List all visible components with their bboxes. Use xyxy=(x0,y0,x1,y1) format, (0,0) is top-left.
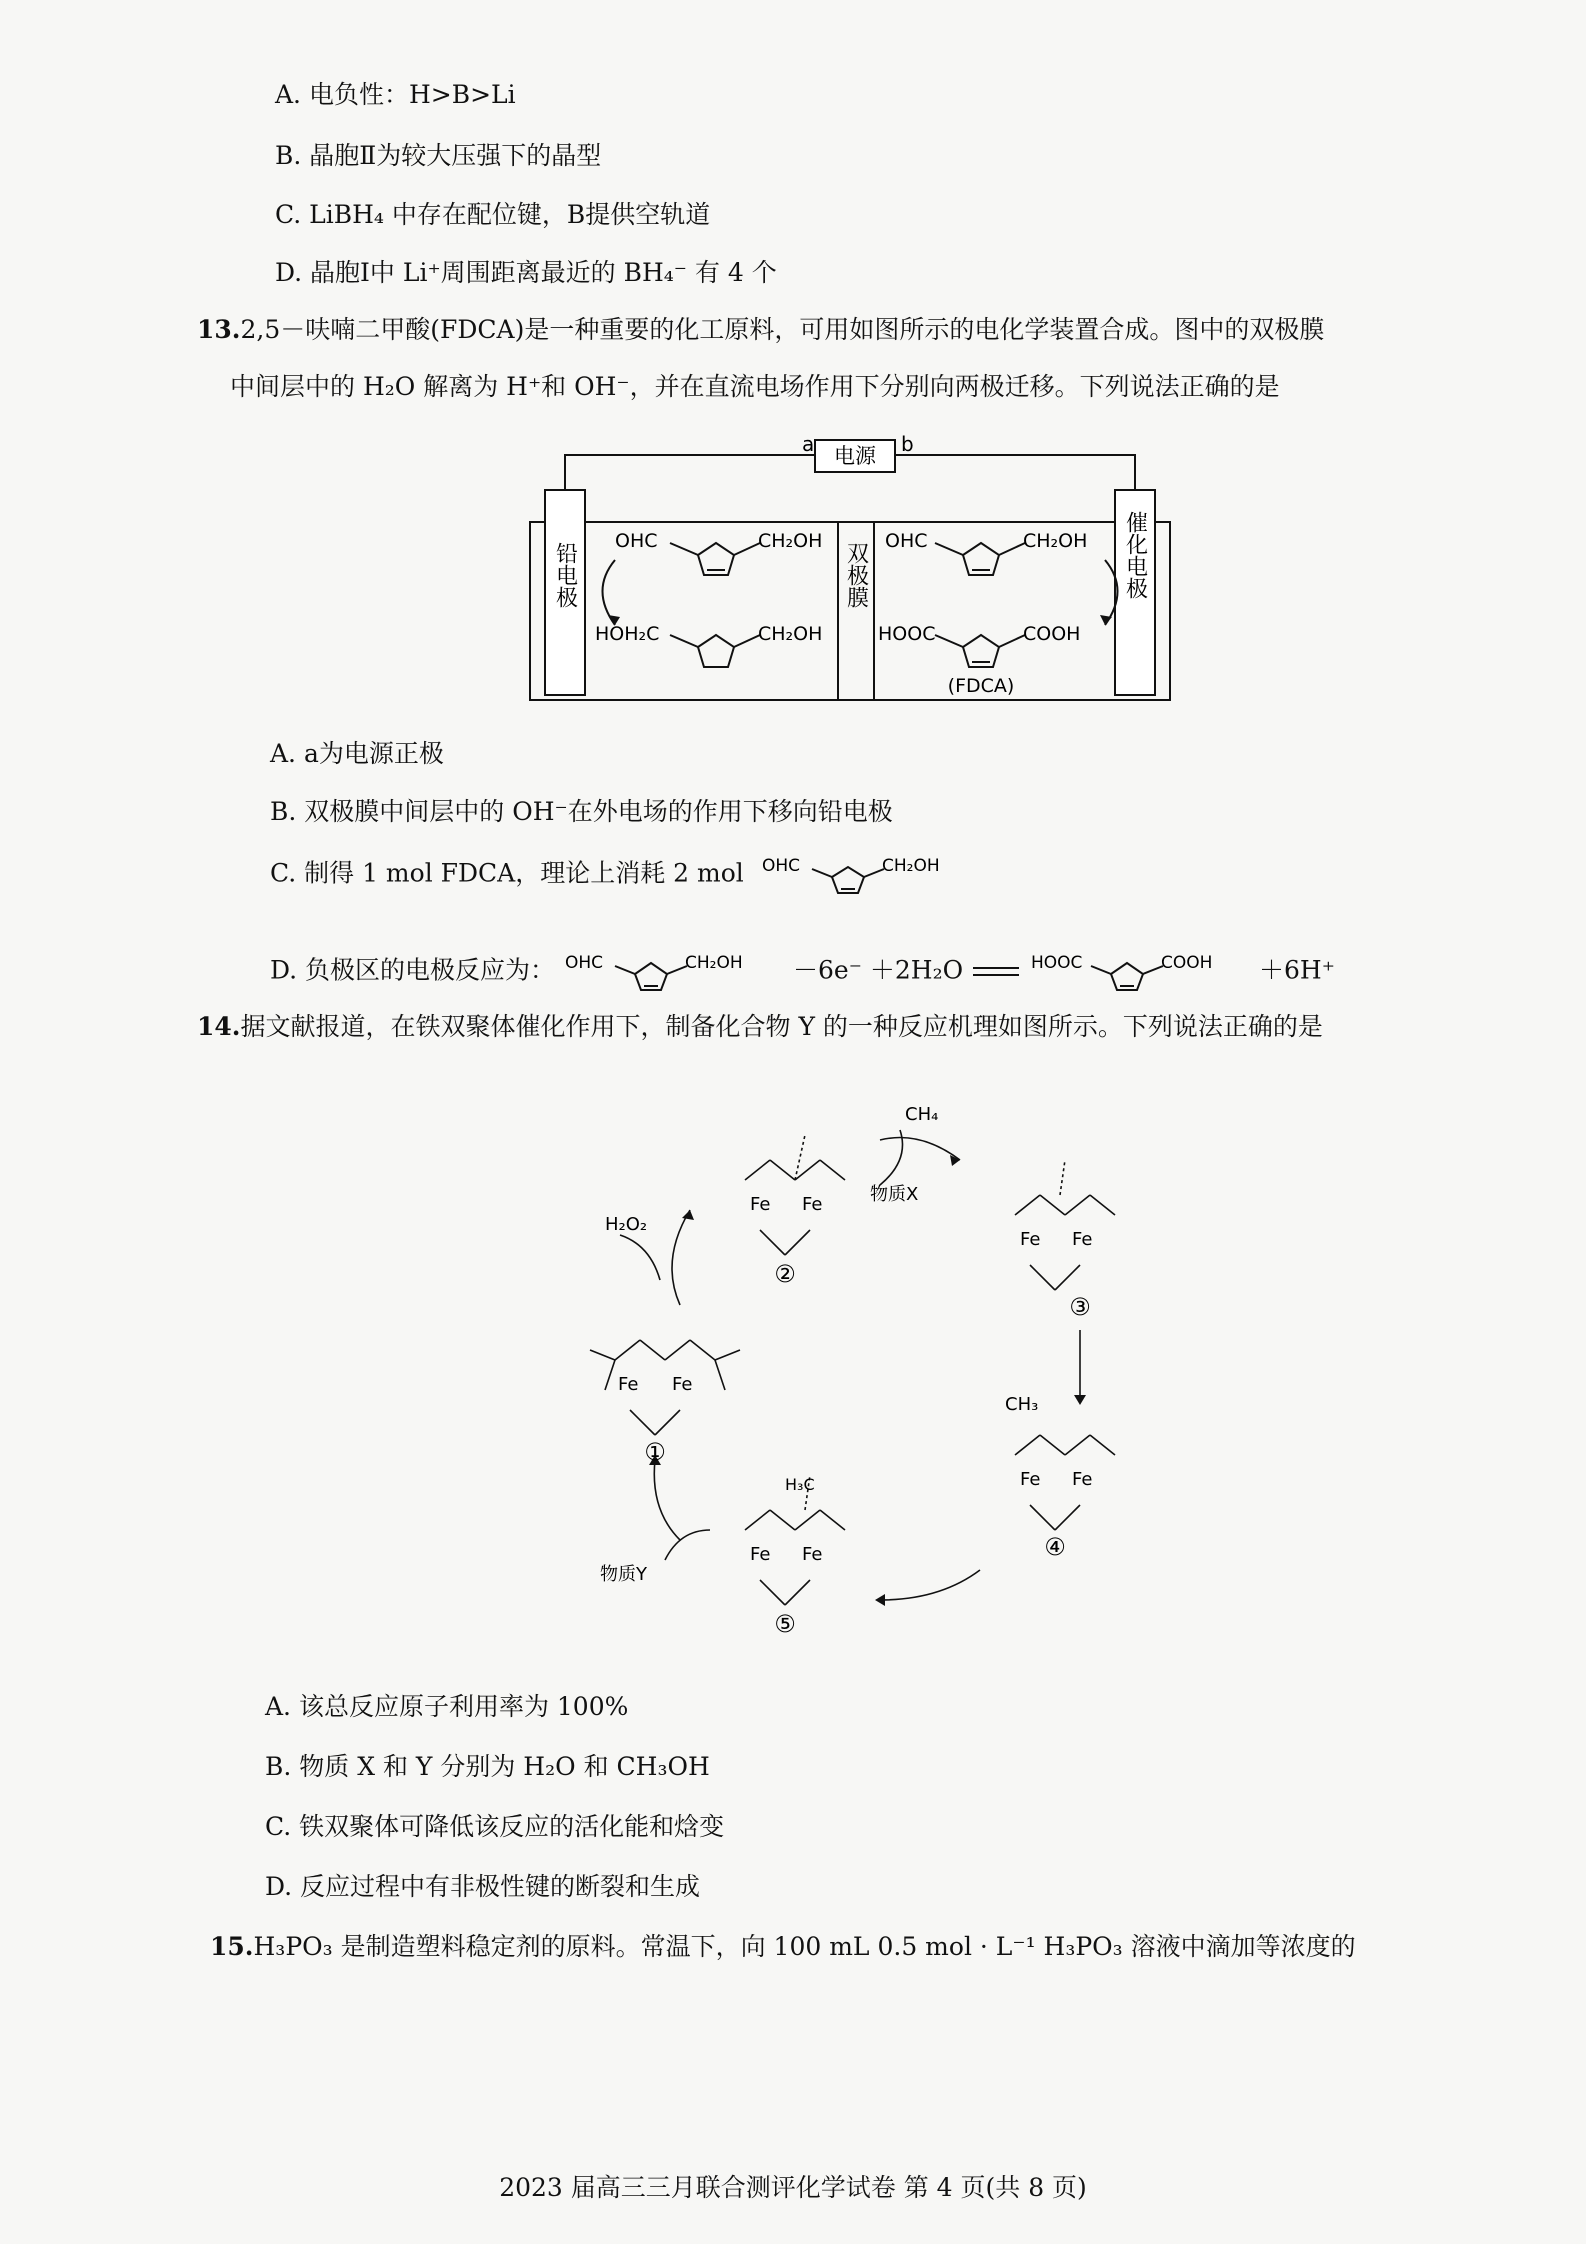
step-2-label: ② xyxy=(774,1260,796,1288)
q13-option-a: A. a为电源正极 xyxy=(270,739,444,768)
q14-number: 14. xyxy=(197,1012,241,1041)
complex-3 xyxy=(1015,1160,1115,1290)
y-out xyxy=(665,1530,710,1560)
q13-option-d-suffix: ＋6H⁺ xyxy=(1259,955,1335,985)
q13-stem-line1 xyxy=(197,313,1324,347)
fe-2a: Fe xyxy=(750,1194,771,1215)
fe-5a: Fe xyxy=(750,1544,771,1565)
step-3-label: ③ xyxy=(1069,1293,1091,1321)
right-top-ch2oh: CH₂OH xyxy=(1023,530,1088,552)
ch3-label: CH₃ xyxy=(1005,1394,1039,1415)
q13-option-c xyxy=(270,853,992,897)
lead-electrode-label: 铅电极 xyxy=(552,542,578,608)
q14-option-c: C. 铁双聚体可降低该反应的活化能和焓变 xyxy=(265,1812,725,1841)
complex-1 xyxy=(590,1340,740,1435)
arrow-5-to-1 xyxy=(654,1460,680,1540)
q12-option-d: D. 晶胞Ⅰ中 Li⁺周围距离最近的 BH₄⁻ 有 4 个 xyxy=(275,258,777,287)
right-top-cho: OHC xyxy=(885,530,928,552)
fe-3a: Fe xyxy=(1020,1229,1041,1250)
hmf-c-ch2oh: CH₂OH xyxy=(881,856,940,876)
q14-option-b: B. 物质 X 和 Y 分别为 H₂O 和 CH₃OH xyxy=(265,1752,710,1781)
hmf-structure-d xyxy=(563,948,793,996)
step-5-label: ⑤ xyxy=(774,1610,796,1638)
left-bottom-hoh2c: HOH₂C xyxy=(595,623,660,645)
terminal-a-label: a xyxy=(802,432,815,456)
equals-sign xyxy=(971,962,1021,982)
q13-stem-line2: 中间层中的 H₂O 解离为 H⁺和 OH⁻，并在直流电场作用下分别向两极迁移。下列说法正确的是 xyxy=(230,372,1280,401)
hmf-c-cho: OHC xyxy=(761,856,800,876)
page-footer: 2023 届高三三月联合测评化学试卷 第 4 页(共 8 页) xyxy=(499,2173,1087,2202)
fe-3b: Fe xyxy=(1072,1229,1093,1250)
bipolar-membrane-label: 双极膜 xyxy=(843,542,869,608)
fe-1a: Fe xyxy=(618,1374,639,1395)
q14-option-a: A. 该总反应原子利用率为 100% xyxy=(265,1692,629,1721)
left-bottom-ch2oh: CH₂OH xyxy=(758,623,823,645)
arrow-1-to-2 xyxy=(672,1210,690,1305)
h2o2-label: H₂O₂ xyxy=(605,1214,648,1235)
substance-x-label: 物质X xyxy=(870,1184,919,1205)
left-top-cho: OHC xyxy=(615,530,658,552)
q12-option-c: C. LiBH₄ 中存在配位键，B提供空轨道 xyxy=(275,200,711,229)
q14-option-d: D. 反应过程中有非极性键的断裂和生成 xyxy=(265,1872,701,1901)
right-bottom-cooh: COOH xyxy=(1023,623,1081,645)
power-source-label: 电源 xyxy=(834,444,876,468)
left-top-ch2oh: CH₂OH xyxy=(758,530,823,552)
fdca-d-hooc: HOOC xyxy=(1031,953,1083,973)
q13-option-d-mid: －6e⁻ ＋2H₂O xyxy=(793,955,964,985)
electrolysis-cell-diagram xyxy=(520,425,1180,710)
q14-stem-line xyxy=(197,1010,1323,1044)
q13-option-d-prefix: D. 负极区的电极反应为： xyxy=(270,955,556,985)
q12-option-b: B. 晶胞Ⅱ为较大压强下的晶型 xyxy=(275,141,602,170)
q13-stem-text1: 2,5－呋喃二甲酸(FDCA)是一种重要的化工原料，可用如图所示的电化学装置合成。图中的双极膜 xyxy=(240,315,1325,344)
fe-4b: Fe xyxy=(1072,1469,1093,1490)
fdca-d-cooh: COOH xyxy=(1161,953,1213,973)
fe-2b: Fe xyxy=(802,1194,823,1215)
fe-5b: Fe xyxy=(802,1544,823,1565)
hmf-d-ch2oh: CH₂OH xyxy=(685,953,743,973)
q13-option-c-text: C. 制得 1 mol FDCA，理论上消耗 2 mol xyxy=(270,858,744,888)
arrow-2-to-3 xyxy=(880,1138,960,1161)
catalytic-electrode-label: 催化电极 xyxy=(1122,511,1148,599)
q15-number: 15. xyxy=(210,1932,254,1961)
substance-y-label: 物质Y xyxy=(600,1564,647,1585)
catalytic-cycle-diagram xyxy=(560,1060,1200,1650)
q13-option-d xyxy=(270,948,1335,996)
hmf-d-cho: OHC xyxy=(565,953,604,973)
fdca-label: (FDCA) xyxy=(947,675,1015,697)
right-bottom-hooc: HOOC xyxy=(878,623,936,645)
h2o2-in xyxy=(620,1235,660,1280)
arrow-4-to-5 xyxy=(880,1570,980,1600)
h3c-label: H₃C xyxy=(785,1475,815,1494)
terminal-b-label: b xyxy=(901,432,914,456)
q12-option-a: A. 电负性：H>B>Li xyxy=(275,80,516,109)
q13-option-b: B. 双极膜中间层中的 OH⁻在外电场的作用下移向铅电极 xyxy=(270,797,893,826)
hmf-structure-c xyxy=(752,853,992,897)
q13-number: 13. xyxy=(197,315,241,344)
q15-stem-line xyxy=(210,1930,1356,1964)
fdca-structure-d xyxy=(1029,948,1259,996)
step-1-label: ① xyxy=(644,1438,666,1466)
complex-5 xyxy=(745,1475,845,1605)
fe-1b: Fe xyxy=(672,1374,693,1395)
fe-4a: Fe xyxy=(1020,1469,1041,1490)
ch4-label: CH₄ xyxy=(905,1104,939,1125)
q14-stem-text: 据文献报道，在铁双聚体催化作用下，制备化合物 Y 的一种反应机理如图所示。下列说法正确的是 xyxy=(240,1012,1323,1041)
step-4-label: ④ xyxy=(1044,1533,1066,1561)
q15-stem-text: H₃PO₃ 是制造塑料稳定剂的原料。常温下，向 100 mL 0.5 mol · L⁻¹ H₃PO₃ 溶液中滴加等浓度的 xyxy=(253,1932,1356,1961)
